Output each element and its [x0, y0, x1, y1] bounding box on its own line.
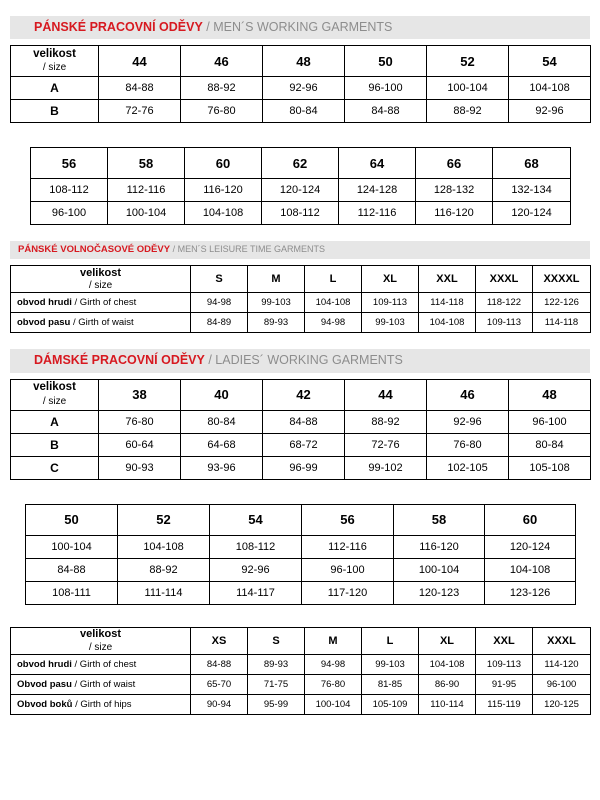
table-cell: 104-108: [419, 654, 476, 674]
header-cell: 40: [181, 379, 263, 410]
table-cell: 100-104: [108, 202, 185, 225]
table-ladies-working-sizes-38-48: [10, 379, 591, 480]
table-cell: 108-112: [31, 179, 108, 202]
table-cell: 104-108: [118, 535, 210, 558]
table-row: [11, 266, 591, 293]
heading-english: / MEN´S WORKING GARMENTS: [206, 20, 393, 34]
table-cell: 108-111: [26, 581, 118, 604]
header-size-label-en: / size: [88, 280, 113, 292]
row-label-en: / Girth of waist: [74, 678, 136, 690]
header-cell: L: [362, 627, 419, 654]
spacer-leisure: [0, 225, 600, 241]
table-cell: 111-114: [118, 581, 210, 604]
heading-czech: PÁNSKÉ VOLNOČASOVÉ ODĚVY: [18, 244, 171, 256]
table-row: [11, 293, 591, 313]
row-label: [11, 674, 191, 694]
header-cell: 54: [210, 504, 302, 535]
table-cell: 92-96: [210, 558, 302, 581]
table-ladies-letter-sizes: [10, 627, 591, 715]
table-cell: 88-92: [181, 77, 263, 100]
table-cell: 72-76: [99, 100, 181, 123]
table-wrapper-mens-working-1: [10, 45, 590, 123]
header-cell: L: [305, 266, 362, 293]
table-wrapper-ladies-working-2: [25, 504, 575, 605]
table-row: [11, 694, 591, 714]
table-cell: 132-134: [493, 179, 571, 202]
table-cell: 92-96: [427, 410, 509, 433]
table-mens-working-sizes-44-54: [10, 45, 591, 123]
section-heading-ladies-working: [10, 349, 590, 372]
table-row: [11, 77, 591, 100]
table-cell: 116-120: [416, 202, 493, 225]
table-row: [26, 581, 576, 604]
table-cell: 105-109: [362, 694, 419, 714]
table-cell: 109-113: [476, 654, 533, 674]
header-size-label-cs: velikost: [33, 48, 76, 61]
header-size-label: [11, 266, 191, 293]
section-heading-mens-working: [10, 16, 590, 39]
table-row: [31, 179, 571, 202]
table-cell: 102-105: [427, 456, 509, 479]
table-cell: 90-93: [99, 456, 181, 479]
table-cell: 89-93: [248, 313, 305, 333]
header-cell: 60: [185, 148, 262, 179]
header-cell: XXL: [419, 266, 476, 293]
table-cell: 88-92: [427, 100, 509, 123]
table-cell: 99-103: [362, 313, 419, 333]
table-cell: 96-99: [263, 456, 345, 479]
header-cell: 58: [108, 148, 185, 179]
header-cell: 66: [416, 148, 493, 179]
table-row: [26, 535, 576, 558]
table-cell: 110-114: [419, 694, 476, 714]
table-cell: 109-113: [362, 293, 419, 313]
row-label: B: [11, 100, 99, 123]
table-cell: 76-80: [99, 410, 181, 433]
table-cell: 114-118: [419, 293, 476, 313]
table-cell: 92-96: [263, 77, 345, 100]
header-cell: XXL: [476, 627, 533, 654]
table-cell: 60-64: [99, 433, 181, 456]
table-cell: 105-108: [509, 456, 591, 479]
table-cell: 100-104: [26, 535, 118, 558]
table-cell: 88-92: [345, 410, 427, 433]
table-cell: 99-103: [362, 654, 419, 674]
header-cell: XL: [362, 266, 419, 293]
table-cell: 112-116: [339, 202, 416, 225]
section-heading-mens-leisure: [10, 241, 590, 259]
table-cell: 90-94: [191, 694, 248, 714]
header-size-label: [11, 627, 191, 654]
table-cell: 128-132: [416, 179, 493, 202]
table-cell: 112-116: [108, 179, 185, 202]
table-row: [11, 313, 591, 333]
row-label-cs: Obvod boků: [17, 698, 73, 710]
table-cell: 80-84: [509, 433, 591, 456]
header-cell: 58: [394, 504, 485, 535]
table-cell: 104-108: [509, 77, 591, 100]
table-row: [26, 558, 576, 581]
table-cell: 96-100: [533, 674, 591, 694]
table-cell: 116-120: [185, 179, 262, 202]
row-label-en: / Girth of chest: [74, 658, 137, 670]
top-spacer: [0, 0, 600, 16]
table-row: [11, 627, 591, 654]
row-label: [11, 654, 191, 674]
table-wrapper-mens-leisure: [10, 265, 590, 333]
header-size-label-cs: velikost: [33, 381, 76, 394]
table-cell: 96-100: [31, 202, 108, 225]
table-row: [31, 202, 571, 225]
table-cell: 116-120: [394, 535, 485, 558]
header-size-label: [11, 46, 99, 77]
header-cell: 46: [181, 46, 263, 77]
table-cell: 114-120: [533, 654, 591, 674]
table-row: [11, 379, 591, 410]
row-label-cs: obvod hrudi: [17, 297, 72, 309]
table-row: [31, 148, 571, 179]
table-cell: 117-120: [302, 581, 394, 604]
table-cell: 108-112: [210, 535, 302, 558]
header-cell: 64: [339, 148, 416, 179]
header-cell: S: [191, 266, 248, 293]
row-label-cs: Obvod pasu: [17, 678, 72, 690]
row-label-cs: obvod hrudi: [17, 658, 72, 670]
header-size-label-cs: velikost: [80, 266, 121, 279]
table-cell: 114-117: [210, 581, 302, 604]
table-cell: 120-124: [493, 202, 571, 225]
header-cell: 42: [263, 379, 345, 410]
header-size-label-en: / size: [42, 62, 67, 74]
header-size-label-en: / size: [42, 395, 67, 407]
header-cell: 48: [263, 46, 345, 77]
row-label-cs: obvod pasu: [17, 317, 71, 329]
table-cell: 104-108: [185, 202, 262, 225]
table-cell: 86-90: [419, 674, 476, 694]
table-cell: 72-76: [345, 433, 427, 456]
table-cell: 91-95: [476, 674, 533, 694]
table-cell: 120-124: [485, 535, 576, 558]
table-row: [26, 504, 576, 535]
table-cell: 123-126: [485, 581, 576, 604]
table-cell: 65-70: [191, 674, 248, 694]
table-cell: 71-75: [248, 674, 305, 694]
table-cell: 92-96: [509, 100, 591, 123]
table-cell: 100-104: [305, 694, 362, 714]
row-label-en: / Girth of chest: [74, 297, 137, 309]
table-cell: 84-88: [26, 558, 118, 581]
heading-czech: PÁNSKÉ PRACOVNÍ ODĚVY: [34, 20, 203, 34]
table-cell: 84-89: [191, 313, 248, 333]
table-wrapper-mens-working-2: [30, 147, 570, 225]
table-cell: 112-116: [302, 535, 394, 558]
header-size-label: [11, 379, 99, 410]
heading-czech: DÁMSKÉ PRACOVNÍ ODĚVY: [34, 353, 205, 368]
table-cell: 68-72: [263, 433, 345, 456]
table-cell: 100-104: [394, 558, 485, 581]
table-cell: 114-118: [533, 313, 591, 333]
header-cell: M: [305, 627, 362, 654]
table-cell: 89-93: [248, 654, 305, 674]
table-cell: 99-102: [345, 456, 427, 479]
header-cell: 48: [509, 379, 591, 410]
table-cell: 108-112: [262, 202, 339, 225]
table-cell: 109-113: [476, 313, 533, 333]
table-mens-working-sizes-56-68: [30, 147, 571, 225]
header-cell: XL: [419, 627, 476, 654]
table-cell: 95-99: [248, 694, 305, 714]
spacer-ladies: [0, 333, 600, 349]
header-cell: 44: [99, 46, 181, 77]
header-cell: XXXL: [476, 266, 533, 293]
table-mens-leisure: [10, 265, 591, 333]
header-cell: 68: [493, 148, 571, 179]
header-cell: 50: [26, 504, 118, 535]
table-cell: 81-85: [362, 674, 419, 694]
table-cell: 80-84: [263, 100, 345, 123]
table-row: [11, 433, 591, 456]
header-cell: 52: [427, 46, 509, 77]
row-label: C: [11, 456, 99, 479]
table-cell: 120-124: [262, 179, 339, 202]
table-cell: 120-125: [533, 694, 591, 714]
table-cell: 93-96: [181, 456, 263, 479]
table-cell: 84-88: [263, 410, 345, 433]
table-cell: 96-100: [345, 77, 427, 100]
header-cell: 56: [302, 504, 394, 535]
row-label: A: [11, 410, 99, 433]
header-cell: XS: [191, 627, 248, 654]
header-cell: 52: [118, 504, 210, 535]
table-wrapper-ladies-working-1: [10, 379, 590, 480]
header-cell: XXXL: [533, 627, 591, 654]
header-cell: 46: [427, 379, 509, 410]
table-cell: 124-128: [339, 179, 416, 202]
table-cell: 94-98: [305, 313, 362, 333]
table-cell: 76-80: [181, 100, 263, 123]
header-cell: 56: [31, 148, 108, 179]
table-row: [11, 674, 591, 694]
heading-english: / LADIES´ WORKING GARMENTS: [208, 353, 403, 368]
table-cell: 104-108: [419, 313, 476, 333]
row-label: [11, 694, 191, 714]
header-cell: 62: [262, 148, 339, 179]
header-cell: 50: [345, 46, 427, 77]
table-cell: 118-122: [476, 293, 533, 313]
header-cell: 54: [509, 46, 591, 77]
header-cell: 60: [485, 504, 576, 535]
table-cell: 100-104: [427, 77, 509, 100]
table-ladies-working-sizes-50-60: [25, 504, 576, 605]
header-cell: 38: [99, 379, 181, 410]
table-cell: 94-98: [305, 654, 362, 674]
table-cell: 94-98: [191, 293, 248, 313]
table-cell: 96-100: [509, 410, 591, 433]
row-label: [11, 293, 191, 313]
row-label: A: [11, 77, 99, 100]
row-label-en: / Girth of waist: [72, 317, 134, 329]
table-cell: 76-80: [427, 433, 509, 456]
table-cell: 80-84: [181, 410, 263, 433]
header-cell: XXXXL: [533, 266, 591, 293]
heading-english: / MEN´S LEISURE TIME GARMENTS: [172, 244, 326, 255]
table-row: [11, 654, 591, 674]
row-label: B: [11, 433, 99, 456]
table-cell: 64-68: [181, 433, 263, 456]
table-row: [11, 46, 591, 77]
table-cell: 84-88: [99, 77, 181, 100]
table-cell: 88-92: [118, 558, 210, 581]
table-cell: 122-126: [533, 293, 591, 313]
table-cell: 84-88: [345, 100, 427, 123]
table-cell: 84-88: [191, 654, 248, 674]
table-cell: 104-108: [485, 558, 576, 581]
row-label-en: / Girth of hips: [75, 698, 132, 710]
row-label: [11, 313, 191, 333]
header-size-label-en: / size: [88, 641, 113, 653]
header-cell: S: [248, 627, 305, 654]
header-cell: 44: [345, 379, 427, 410]
table-cell: 120-123: [394, 581, 485, 604]
table-cell: 96-100: [302, 558, 394, 581]
table-cell: 76-80: [305, 674, 362, 694]
table-wrapper-ladies-leisure: [10, 627, 590, 715]
table-cell: 99-103: [248, 293, 305, 313]
table-row: [11, 100, 591, 123]
table-cell: 104-108: [305, 293, 362, 313]
header-cell: M: [248, 266, 305, 293]
header-size-label-cs: velikost: [80, 628, 121, 641]
table-row: [11, 410, 591, 433]
table-row: [11, 456, 591, 479]
table-cell: 115-119: [476, 694, 533, 714]
